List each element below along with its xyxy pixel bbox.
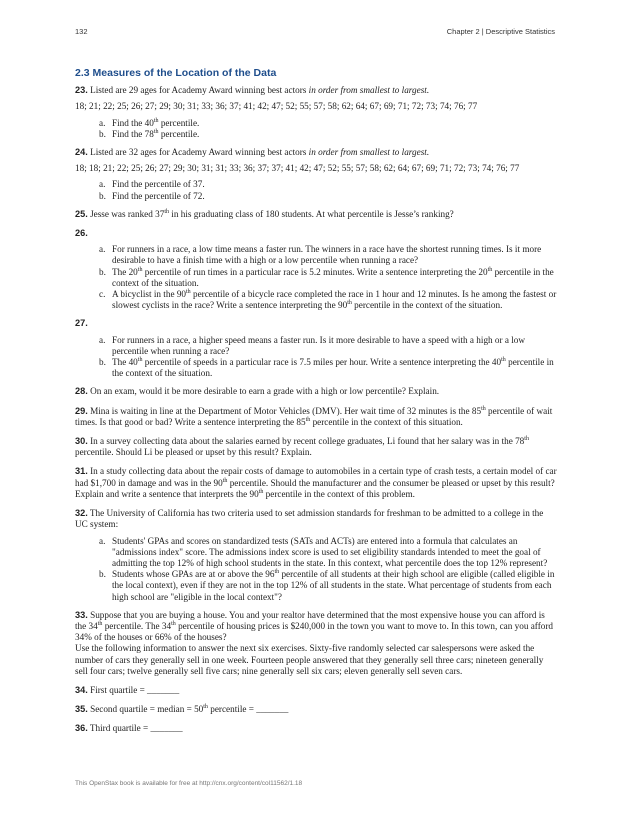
exercise-text: percentile. Should Li be pleased or upset by this result? Explain.: [75, 447, 312, 458]
sub-question-a: [99, 536, 557, 570]
exercise-number: 26.: [75, 228, 88, 239]
footer-text: This OpenStax book is available for free at http://cnx.org/content/col11562/1.18: [75, 780, 303, 787]
exercise-text: percentile of housing prices is $240,000 in the town you want to move to. In this town, can you afford 34% of the houses or 66% of the houses?: [75, 620, 553, 643]
exercise-28: [75, 386, 557, 397]
sub-text: percentile of run times in a particular race is 5.2 minutes. Write a sentence interpreting the 20: [142, 266, 488, 277]
sub-letter: a.: [99, 535, 106, 546]
sub-text: Students' GPAs and scores on standardized tests (SATs and ACTs) are entered into a formula that calculates an "admissions index" score. The admissions index score is used to set eligibility standards intended to meet the goal of admitting the top 12% of high school students in the state. In this context, what percentile does the top 12% represent?: [112, 535, 548, 568]
superscript: th: [347, 300, 352, 307]
sub-text: Find the 78: [112, 128, 154, 139]
page-number: 132: [75, 27, 88, 36]
sub-questions-24: [75, 179, 557, 201]
sub-text: percentile.: [158, 128, 200, 139]
exercise-emphasis: in order from smallest to largest.: [308, 85, 430, 96]
sub-text: The 40: [112, 357, 138, 368]
sub-question-b: [99, 129, 557, 140]
sub-letter: c.: [99, 289, 106, 300]
chapter-header: Chapter 2 | Descriptive Statistics: [446, 27, 555, 36]
sub-text: The 20: [112, 266, 138, 277]
superscript: th: [274, 569, 280, 576]
sub-letter: b.: [99, 190, 106, 201]
sub-question-a: [99, 335, 557, 357]
data-list-23: 18; 21; 22; 25; 26; 27; 29; 30; 31; 33; 36; 37; 41; 42; 47; 52; 55; 57; 58; 62; 64; 67; 69; 71; 72; 73; 74; 76; 77: [75, 101, 478, 112]
sub-text: percentile of speeds in a particular race is 7.5 miles per hour. Write a sentence interpreting the 40: [142, 357, 502, 368]
superscript: th: [222, 477, 228, 484]
sub-text: Students whose GPAs are at or above the 96: [112, 569, 275, 580]
exercise-33: [75, 610, 557, 644]
sub-letter: a.: [99, 179, 106, 190]
superscript: th: [153, 128, 159, 135]
exercise-number: 25.: [75, 208, 88, 219]
exercise-text: Third quartile = _______: [89, 723, 183, 734]
sub-text: Find the 40: [112, 117, 154, 128]
sub-question-b: [99, 191, 557, 202]
sub-questions-26: [75, 244, 557, 311]
exercise-number: 27.: [75, 318, 88, 329]
sub-text: percentile in the context of the situation.: [112, 266, 554, 288]
sub-letter: b.: [99, 569, 106, 580]
sub-question-a: [99, 118, 557, 129]
exercise-29: [75, 406, 557, 428]
exercise-number: 32.: [75, 508, 88, 519]
sub-question-b: [99, 569, 557, 603]
page-content: [75, 68, 557, 743]
sub-letter: a.: [99, 117, 106, 128]
exercise-text: percentile of wait times. Is that good or bad? Write a sentence interpreting the 85: [75, 405, 553, 427]
superscript: th: [487, 266, 493, 273]
sub-question-a: [99, 179, 557, 190]
exercise-text: First quartile = _______: [90, 684, 180, 695]
exercise-text: Listed are 32 ages for Academy Award winning best actors: [90, 147, 309, 158]
superscript: th: [171, 620, 176, 627]
exercise-text: Listed are 29 ages for Academy Award winning best actors: [90, 85, 309, 96]
exercise-32: [75, 508, 557, 530]
exercise-number: 34.: [75, 684, 88, 695]
exercise-text: Mina is waiting in line at the Department of Motor Vehicles (DMV). Her wait time of 32 minutes is the 85: [90, 405, 482, 416]
sub-text: For runners in a race, a higher speed means a faster run. Is it more desirable to have a speed with a high or a low percentile when running a race?: [112, 334, 526, 356]
exercise-number: 24.: [75, 147, 88, 158]
sub-text: percentile in the context of the situation.: [112, 357, 554, 379]
exercise-text: percentile. The 34: [102, 620, 172, 631]
superscript: th: [97, 620, 103, 627]
exercise-text: Second quartile = median = 50: [90, 704, 204, 715]
exercise-number: 36.: [75, 723, 88, 734]
exercise-text: percentile. Should the manufacturer and the consumer be pleased or upset by this result? Explain and write a sentence that interprets the 90: [75, 477, 555, 499]
superscript: th: [164, 208, 169, 215]
exercise-25: [75, 209, 557, 220]
exercise-number: 31.: [75, 466, 88, 477]
sub-question-c: [99, 289, 557, 311]
sub-questions-23: [75, 118, 557, 140]
sub-question-b: [99, 357, 557, 379]
exercise-36: [75, 723, 557, 734]
sub-questions-32: [75, 536, 557, 603]
superscript: th: [137, 266, 143, 273]
superscript: th: [203, 704, 208, 711]
exercise-text: Jesse was ranked 37: [90, 208, 165, 219]
exercise-27: [75, 318, 557, 329]
sub-letter: b.: [99, 266, 106, 277]
sub-text: For runners in a race, a low time means a faster run. The winners in a race have the shortest running times. Is it more desirable to have a finish time with a high or a low percentile when running a race?: [112, 244, 542, 266]
superscript: th: [305, 416, 311, 423]
exercise-31: [75, 466, 557, 500]
sub-question-a: [99, 244, 557, 266]
exercise-number: 33.: [75, 609, 88, 620]
exercise-text: Suppose that you are buying a house. You and your realtor have determined that the most expensive house you can afford is the 34: [75, 609, 545, 631]
sub-letter: a.: [99, 334, 106, 345]
sub-text: A bicyclist in the 90: [112, 289, 187, 300]
sub-letter: a.: [99, 244, 106, 255]
exercise-35: [75, 704, 557, 715]
sub-letter: b.: [99, 128, 106, 139]
exercise-text: On an exam, would it be more desirable to earn a grade with a high or low percentile? Explain.: [90, 386, 440, 397]
sub-text: percentile of all students at their high school are eligible (called eligible in the local context), even if they are not in the top 12% of all students in the state. What percentage of students from each high school are "eligible in the local context"?: [112, 569, 555, 602]
section-title: 2.3 Measures of the Location of the Data: [75, 67, 277, 79]
sub-question-b: [99, 267, 557, 289]
data-list-24: 18; 18; 21; 22; 25; 26; 27; 29; 30; 31; 31; 33; 36; 37; 37; 41; 42; 47; 52; 55; 57; 58; 62; 64; 67; 69; 71; 72; 73; 74; 76; 77: [75, 163, 520, 174]
superscript: th: [153, 117, 159, 124]
instructions-paragraph: Use the following information to answer the next six exercises. Sixty-five randomly selected car salespersons were asked the number of cars they generally sell in one week. Fourteen people answered that they generally sell three cars; nineteen generally sell four cars; twelve generally sell five cars; nine generally sell six cars; eleven generally sell seven cars.: [75, 643, 544, 676]
superscript: th: [501, 357, 506, 363]
sub-letter: b.: [99, 357, 106, 368]
exercise-text: percentile in the context of this problem.: [263, 488, 415, 499]
sub-text: Find the percentile of 72.: [112, 190, 205, 201]
exercise-26: [75, 228, 557, 239]
exercise-emphasis: in order from smallest to largest.: [308, 147, 430, 158]
exercise-text: percentile = _______: [207, 704, 289, 715]
superscript: th: [258, 488, 264, 495]
exercise-34: [75, 685, 557, 696]
exercise-30: [75, 436, 557, 458]
exercise-number: 35.: [75, 704, 88, 715]
exercise-number: 23.: [75, 85, 88, 96]
exercise-text: In a study collecting data about the repair costs of damage to automobiles in a certain type of crash tests, a certain model of car had $1,700 in damage and was in the 90: [75, 466, 557, 488]
exercise-number: 29.: [75, 405, 88, 416]
exercise-number: 28.: [75, 386, 88, 397]
superscript: th: [137, 357, 143, 363]
sub-questions-27: [75, 335, 557, 380]
exercise-text: in his graduating class of 180 students. At what percentile is Jesse’s ranking?: [169, 208, 454, 219]
superscript: th: [186, 288, 191, 295]
exercise-number: 30.: [75, 436, 88, 447]
sub-text: percentile of a bicycle race completed the race in 1 hour and 12 minutes. Is he among the fastest or slowest cyclists in the race? Write a sentence interpreting the 90: [112, 289, 557, 311]
exercise-text: The University of California has two criteria used to set admission standards for freshman to be admitted to a college in the UC system:: [75, 508, 544, 530]
exercise-23: [75, 85, 557, 96]
superscript: th: [524, 436, 529, 443]
superscript: th: [481, 405, 486, 412]
sub-text: Find the percentile of 37.: [112, 179, 205, 190]
exercise-text: percentile in the context of this situation.: [310, 416, 463, 427]
exercise-24: [75, 147, 557, 158]
sub-text: percentile.: [158, 117, 200, 128]
sub-text: percentile in the context of the situation.: [351, 300, 503, 311]
exercise-text: In a survey collecting data about the salaries earned by recent college graduates, Li found that her salary was in the 78: [90, 436, 525, 447]
